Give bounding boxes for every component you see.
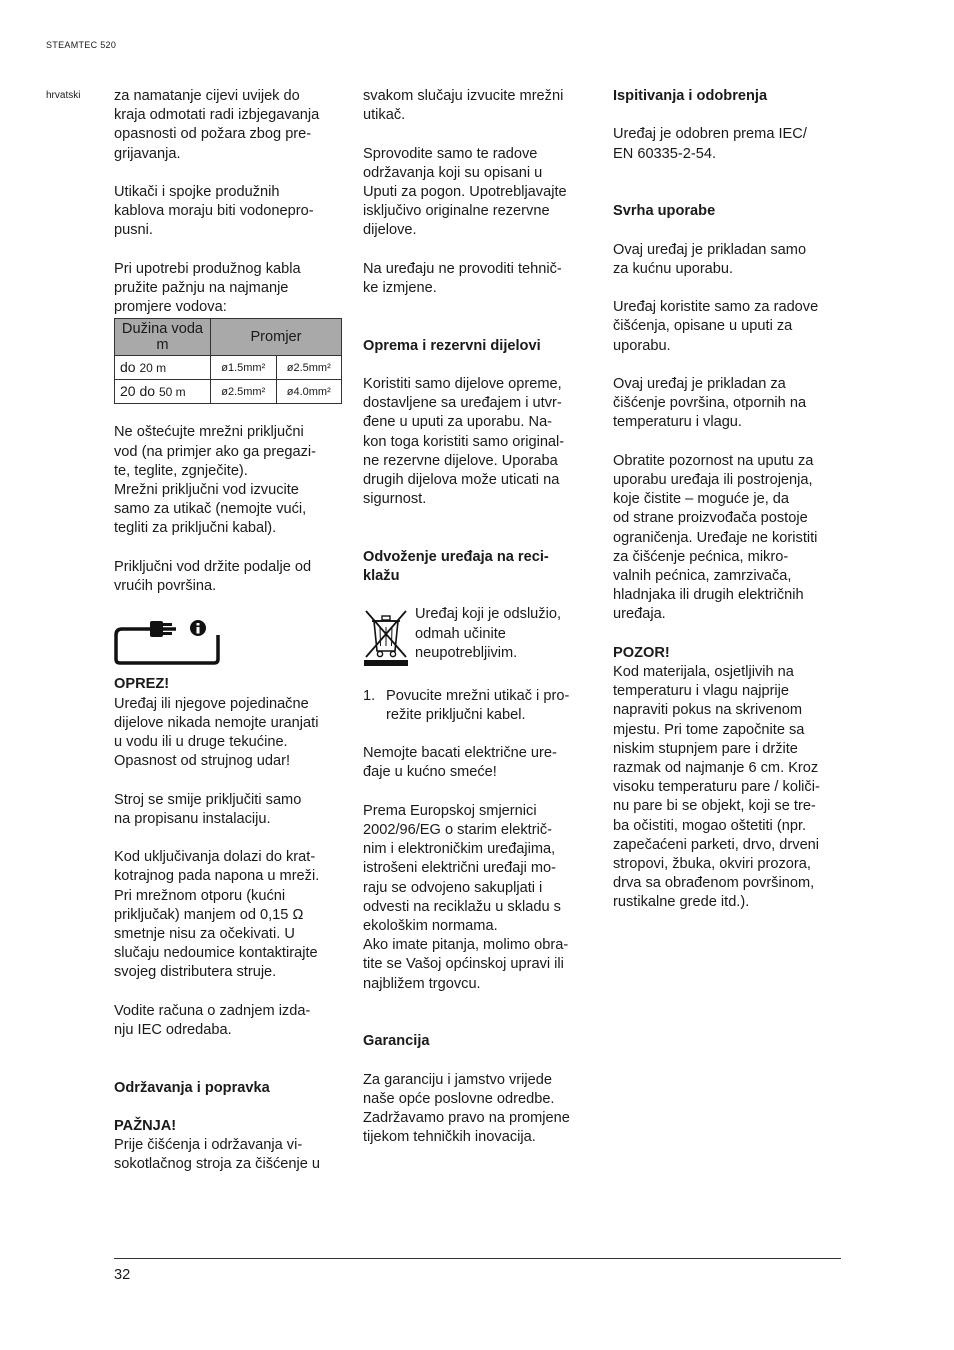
text-line: održavanja koji su opisani u: [363, 164, 543, 181]
text-line: režite priključni kabel.: [386, 706, 526, 723]
language-label: hrvatski: [46, 90, 81, 101]
text-line: valnih pećnica, zamrzivača,: [613, 567, 792, 584]
text-line: Ako imate pitanja, molimo obra-: [363, 937, 569, 954]
text-line: čišćenja, opisane u uputi za: [613, 318, 793, 335]
text-line: Kod materijala, osjetljivih na: [613, 663, 794, 680]
text-line: priključak) manjem od 0,15 Ω: [114, 906, 304, 923]
list-item-text: [386, 687, 569, 725]
text-line: kotrajnog pada napona u mreži.: [114, 868, 320, 885]
text-line: slučaju nedoumice kontaktirajte: [114, 945, 318, 962]
text-line: pusni.: [114, 222, 153, 239]
text-line: tite se Vašoj općinskoj upravi ili: [363, 956, 564, 973]
paragraph-installation: [114, 791, 346, 829]
paragraph-plugs-waterproof: [114, 183, 346, 241]
column-1: [114, 87, 346, 1175]
text-line: Stroj se smije priključiti samo: [114, 791, 302, 808]
text-line: ekološkim normama.: [363, 917, 498, 934]
text-line: đaje u kućno smeće!: [363, 764, 497, 781]
text-line: hladnjaka ili drugih električnih: [613, 587, 804, 604]
text-line: smetnje nisu za očekivati. U: [114, 926, 295, 943]
table-header-length: Dužina voda m: [115, 319, 211, 356]
table-cell-diameter-2: ø2.5mm²: [276, 356, 342, 380]
paragraph-restrictions: [613, 452, 845, 625]
text-line: rustikalne grede itd.).: [613, 894, 750, 911]
text-line: dostavljene sa uređajem i utvr-: [363, 395, 562, 412]
footer-divider: [114, 1258, 841, 1259]
text-line: na propisanu instalaciju.: [114, 810, 271, 827]
text-line: naše opće poslovne odredbe.: [363, 1090, 555, 1107]
text-line: u vodu ili u druge tekućine.: [114, 734, 288, 751]
paragraph-approval: [613, 125, 845, 163]
text-line: svakom slučaju izvucite mrežni: [363, 88, 564, 104]
text-line: ograničenja. Uređaje ne koristiti: [613, 529, 818, 546]
text-line: dijelove.: [363, 222, 417, 239]
text-line: ke izmjene.: [363, 280, 437, 296]
text-line: Ne oštećujte mrežni priključni: [114, 424, 304, 441]
electrical-plug-warning-icon: [114, 615, 224, 665]
table-header-diameter: Promjer: [211, 319, 342, 356]
paragraph-warranty: [363, 1071, 595, 1148]
text-line: od strane proizvođača postoje: [613, 510, 808, 527]
text-line: Kod uključivanja dolazi do krat-: [114, 849, 316, 866]
section-heading-tests: Ispitivanja i odobrenja: [613, 88, 768, 104]
text-line: visoku temperaturu pare / količi-: [613, 779, 820, 796]
table-row: [115, 356, 342, 380]
text-line: najbližem trgovcu.: [363, 975, 481, 992]
text-line: Na uređaju ne provoditi tehnič-: [363, 260, 562, 277]
text-line: odmah učinite: [415, 625, 506, 642]
paragraph-warning: [613, 663, 845, 913]
text-line: Mrežni priključni vod izvucite: [114, 482, 299, 499]
text-line: kablova moraju biti vodonepro-: [114, 203, 314, 220]
text-line: đene u uputi za uporabu. Na-: [363, 414, 553, 431]
text-line: Sprovodite samo te radove: [363, 145, 538, 162]
cable-diameter-table: [114, 318, 342, 404]
text-line: uporabu.: [613, 337, 671, 354]
text-line: temperaturu i vlagu najprije: [613, 683, 790, 700]
section-heading-disposal: [363, 548, 595, 586]
text-line: nim i elektroničkim uređajima,: [363, 841, 556, 858]
paragraph-weee-directive: [363, 802, 595, 994]
document-model-header: STEAMTEC 520: [46, 40, 117, 50]
text-line: kon toga koristiti samo original-: [363, 433, 565, 450]
text-line: za kućnu uporabu.: [613, 260, 734, 277]
text-line: isključivo originalne rezervne: [363, 203, 550, 220]
text-line: Uređaj koji je odslužio,: [415, 606, 562, 623]
text-line: dijelove nikada nemojte uranjati: [114, 714, 319, 731]
text-line: niskim stupnjem pare i držite: [613, 740, 798, 757]
text-line: 2002/96/EG o starim električ-: [363, 821, 552, 838]
text-line: nju IEC odredaba.: [114, 1022, 232, 1039]
paragraph-iec: [114, 1002, 346, 1040]
text-line: Povucite mrežni utikač i pro-: [386, 687, 570, 704]
paragraph-accessories: [363, 375, 595, 509]
text-line: napraviti pokus na skrivenom: [613, 702, 802, 719]
text-line: Zadržavamo pravo na promjene: [363, 1109, 570, 1126]
paragraph-attention: [114, 1136, 346, 1174]
text-line: Prema Europskoj smjernici: [363, 802, 537, 819]
text-line: Uređaj ili njegove pojedinačne: [114, 695, 309, 712]
text-line: ne rezervne dijelove. Uporaba: [363, 452, 558, 469]
table-cell-length: 20 do 50 m: [115, 380, 211, 404]
section-heading-purpose: Svrha uporabe: [613, 203, 716, 220]
text-line: Uputi za pogon. Upotrebljavajte: [363, 184, 567, 200]
text-line: samo za utikač (nemojte vući,: [114, 501, 307, 518]
paragraph-no-modifications: [363, 260, 595, 298]
text-line: Prije čišćenja i održavanja vi-: [114, 1137, 303, 1154]
column-2: [363, 87, 595, 1167]
text-line: tegliti za priključni kabal).: [114, 520, 277, 537]
text-line: zapečaćeni parketi, drvo, drveni: [613, 836, 820, 853]
text-line: EN 60335-2-54.: [613, 145, 717, 162]
text-line: kraja odmotati radi izbjegavanja: [114, 107, 320, 124]
paragraph-unplug: [363, 87, 595, 125]
text-line: drva sa obrađenom površinom,: [613, 875, 815, 892]
text-line: pružite pažnju na najmanje: [114, 280, 289, 296]
paragraph-cleaning-use: [613, 298, 845, 356]
paragraph-voltage-drop: [114, 848, 346, 982]
text-line: grijavanja.: [114, 145, 181, 162]
text-line: Nemojte bacati električne ure-: [363, 745, 557, 762]
crossed-out-wheelie-bin-icon: [363, 607, 409, 667]
text-line: istrošeni električni uređaji mo-: [363, 860, 557, 877]
table-row: [115, 380, 342, 404]
weee-notice: [363, 605, 595, 667]
text-line: promjere vodova:: [114, 299, 227, 316]
text-line: te, teglite, zgnječite).: [114, 462, 248, 479]
text-line: razmak od najmanje 6 cm. Kroz: [613, 759, 819, 776]
text-line: Ovaj uređaj je prikladan samo: [613, 241, 807, 258]
paragraph-cable-damage: [114, 423, 346, 538]
text-line: čišćenje površina, otpornih na: [613, 395, 807, 412]
text-line: sigurnost.: [363, 491, 427, 508]
paragraph-caution: [114, 695, 346, 772]
column-3: [613, 87, 845, 913]
text-line: za namatanje cijevi uvijek do: [114, 88, 300, 104]
paragraph-household-waste: [363, 744, 595, 782]
table-cell-diameter-2: ø4.0mm²: [276, 380, 342, 404]
text-line: Uređaj je odobren prema IEC/: [613, 126, 807, 143]
text-line: Obratite pozornost na uputu za: [613, 452, 814, 469]
text-line: Pri upotrebi produžnog kabla: [114, 260, 301, 277]
text-line: odvesti na reciklažu u skladu s: [363, 898, 561, 915]
attention-title: PAŽNJA!: [114, 1117, 177, 1134]
text-line: nu pare bi se objekt, koji se tre-: [613, 798, 816, 815]
paragraph-hot-surfaces: [114, 558, 346, 596]
table-cell-diameter-1: ø2.5mm²: [211, 380, 277, 404]
text-line: za čišćenje pećnica, mikro-: [613, 548, 789, 565]
section-heading-warranty: Garancija: [363, 1033, 430, 1050]
text-line: uređaja.: [613, 606, 666, 623]
text-line: Utikači i spojke produžnih: [114, 184, 280, 200]
text-line: Odvoženje uređaja na reci-: [363, 548, 549, 565]
paragraph-extension-cable: [114, 260, 346, 318]
table-cell-length: do 20 m: [115, 356, 211, 380]
text-line: Priključni vod držite podalje od: [114, 558, 312, 575]
weee-text: [415, 605, 561, 663]
text-line: ba očistiti, mogao oštetiti (npr.: [613, 817, 807, 834]
section-heading-maintenance: Održavanja i popravka: [114, 1079, 270, 1096]
text-line: tijekom tehničkih inovacija.: [363, 1129, 536, 1146]
text-line: Opasnost od strujnog udar!: [114, 753, 291, 770]
text-line: opasnosti od požara zbog pre-: [114, 126, 312, 143]
section-heading-accessories: Oprema i rezervni dijelovi: [363, 337, 541, 354]
warning-title: POZOR!: [613, 644, 670, 661]
text-line: uporabu uređaja ili postrojenja,: [613, 471, 813, 488]
page-number: 32: [114, 1267, 131, 1283]
list-item: [363, 687, 595, 725]
paragraph-surfaces: [613, 375, 845, 433]
text-line: neupotrebljivim.: [415, 644, 518, 661]
text-line: svojeg distributera struje.: [114, 964, 277, 981]
text-line: Za garanciju i jamstvo vrijede: [363, 1071, 552, 1088]
text-line: drugih dijelova može uticati na: [363, 471, 560, 488]
list-item-number: 1.: [363, 687, 376, 704]
text-line: temperaturu i vlagu.: [613, 414, 742, 431]
text-line: Koristiti samo dijelove opreme,: [363, 375, 562, 392]
table-cell-diameter-1: ø1.5mm²: [211, 356, 277, 380]
text-line: klažu: [363, 567, 400, 584]
text-line: sokotlačnog stroja za čišćenje u: [114, 1156, 321, 1173]
text-line: raju se odvojeno sakupljati i: [363, 879, 543, 896]
text-line: mjestu. Pri tome započnite sa: [613, 721, 805, 738]
paragraph-maintenance-work: [363, 145, 595, 241]
text-line: Uređaj koristite samo za radove: [613, 299, 819, 316]
paragraph-hose-unwind: [114, 87, 346, 164]
text-line: utikač.: [363, 107, 406, 124]
text-line: Vodite računa o zadnjem izda-: [114, 1002, 311, 1019]
caution-title: OPREZ!: [114, 676, 170, 693]
text-line: vod (na primjer ako ga pregazi-: [114, 443, 316, 460]
paragraph-household-use: [613, 241, 845, 279]
text-line: Ovaj uređaj je prikladan za: [613, 375, 786, 392]
text-line: stropovi, žbuka, okviri prozora,: [613, 856, 811, 872]
text-line: koje čistite – moguće je, da: [613, 491, 790, 508]
text-line: vrućih površina.: [114, 578, 217, 595]
text-line: Pri mrežnom otporu (kućni: [114, 887, 286, 904]
